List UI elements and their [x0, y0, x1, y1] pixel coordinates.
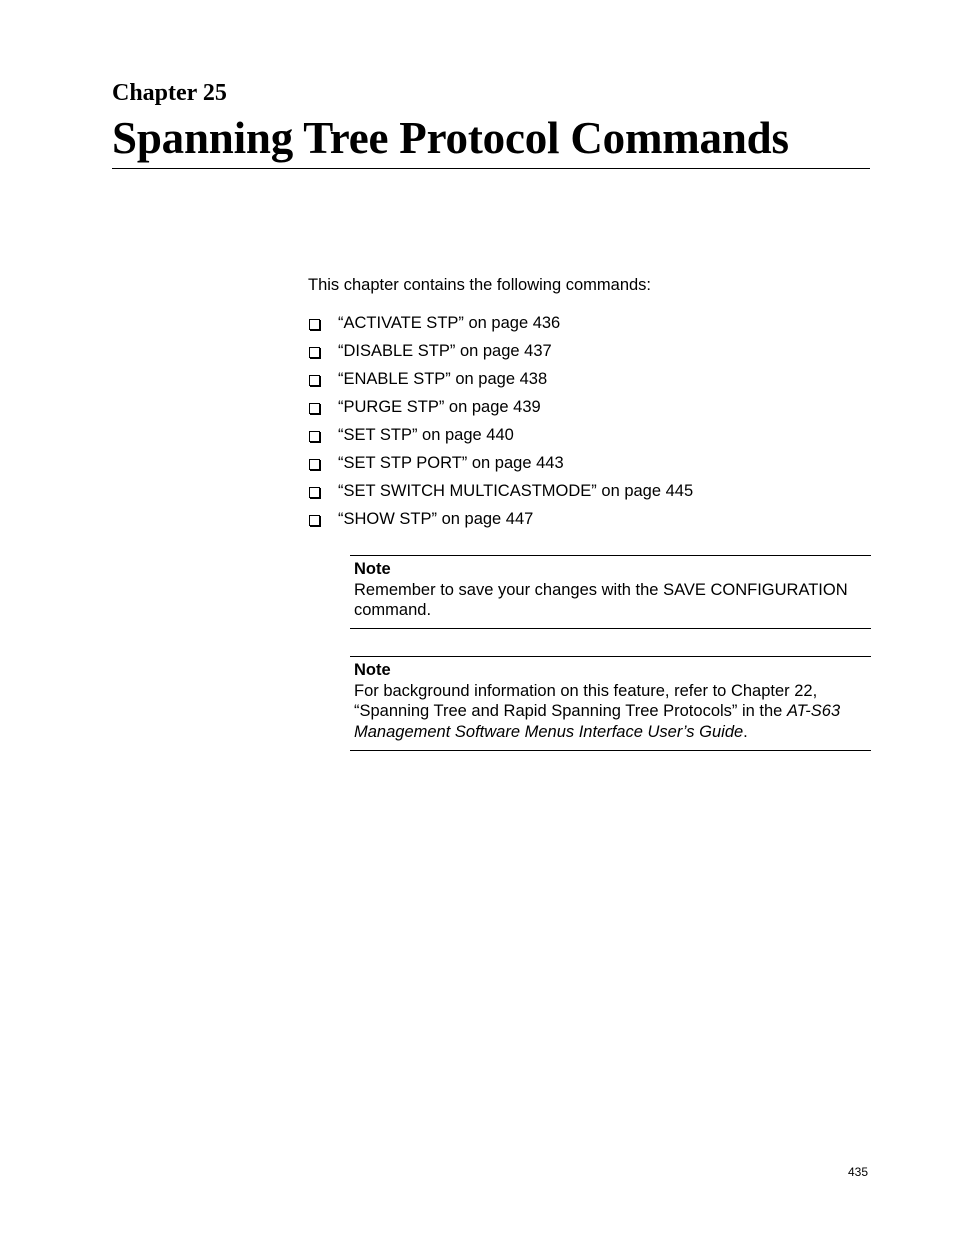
note-heading: Note [354, 661, 391, 679]
command-link[interactable]: “SHOW STP” on page 447 [338, 510, 534, 528]
list-item[interactable] [308, 312, 693, 340]
guide-title-italic: Management Software Menus Interface User’s Guide [354, 722, 744, 741]
title-divider [112, 168, 870, 169]
command-link[interactable]: “SET SWITCH MULTICASTMODE” on page 445 [338, 482, 694, 500]
list-item[interactable] [308, 396, 693, 424]
note-line: “Spanning Tree and Rapid Spanning Tree Protocols” in the [354, 702, 787, 720]
command-link[interactable]: “DISABLE STP” on page 437 [338, 342, 552, 360]
note-body [354, 681, 871, 743]
note-line: . [743, 722, 748, 741]
note-body [354, 580, 871, 621]
command-link[interactable]: “PURGE STP” on page 439 [338, 398, 541, 416]
list-item[interactable] [308, 452, 693, 480]
checkbox-square-icon [309, 319, 320, 330]
note-line: Remember to save your changes with the SAVE CONFIGURATION [354, 580, 848, 599]
command-link[interactable]: “SET STP PORT” on page 443 [338, 454, 564, 472]
list-item[interactable] [308, 340, 693, 368]
checkbox-square-icon [309, 431, 320, 442]
command-link[interactable]: “ENABLE STP” on page 438 [338, 370, 548, 388]
list-item[interactable] [308, 368, 693, 396]
checkbox-square-icon [309, 515, 320, 526]
command-list [308, 312, 693, 536]
checkbox-square-icon [309, 347, 320, 358]
command-link[interactable]: “SET STP” on page 440 [338, 426, 514, 444]
checkbox-square-icon [309, 403, 320, 414]
note-box-background [350, 656, 871, 751]
checkbox-square-icon [309, 375, 320, 386]
list-item[interactable] [308, 480, 693, 508]
checkbox-square-icon [309, 487, 320, 498]
list-item[interactable] [308, 424, 693, 452]
page-number: 435 [848, 1165, 869, 1179]
note-line: command. [354, 601, 432, 619]
chapter-label: Chapter 25 [112, 80, 227, 106]
note-heading: Note [354, 560, 391, 578]
checkbox-square-icon [309, 459, 320, 470]
note-box-save [350, 555, 871, 629]
command-link[interactable]: “ACTIVATE STP” on page 436 [338, 314, 561, 332]
intro-text: This chapter contains the following commands: [308, 276, 652, 294]
chapter-title: Spanning Tree Protocol Commands [112, 113, 789, 163]
guide-title-italic: AT-S63 [786, 702, 841, 720]
list-item[interactable] [308, 508, 693, 536]
note-line: For background information on this feature, refer to Chapter 22, [354, 681, 818, 700]
